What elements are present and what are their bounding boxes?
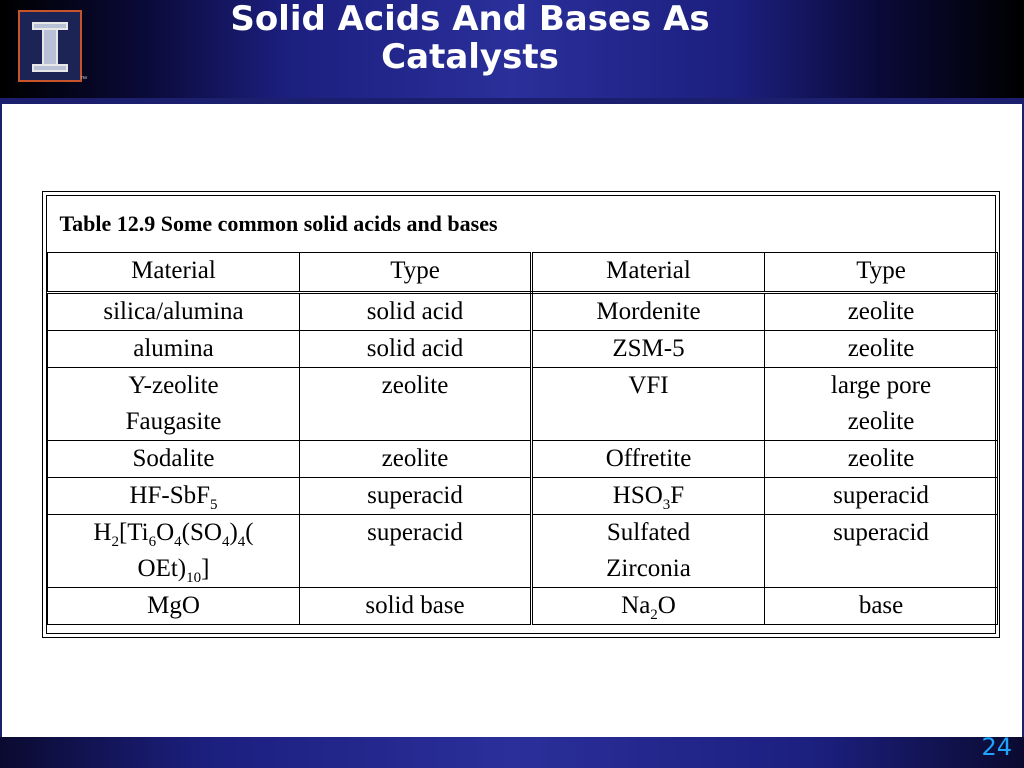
table-row bbox=[48, 588, 998, 625]
material-cell bbox=[48, 368, 300, 441]
material-line: Sulfated bbox=[606, 519, 691, 546]
header-material-1: Material bbox=[48, 253, 300, 293]
type-cell: zeolite bbox=[765, 293, 998, 331]
formula-part: Na bbox=[621, 592, 651, 619]
type-cell: superacid bbox=[300, 515, 532, 588]
type-cell: zeolite bbox=[765, 441, 998, 478]
type-cell: solid acid bbox=[300, 293, 532, 331]
material-line: Faugasite bbox=[125, 408, 222, 435]
material-cell: alumina bbox=[48, 331, 300, 368]
type-cell: zeolite bbox=[300, 368, 532, 441]
table-row bbox=[48, 478, 998, 515]
type-cell: superacid bbox=[765, 515, 998, 588]
formula-subscript: 4 bbox=[221, 534, 230, 550]
table-row bbox=[48, 331, 998, 368]
formula-subscript: 5 bbox=[210, 497, 218, 513]
page-number: 24 bbox=[981, 733, 1012, 761]
formula-part: O bbox=[657, 592, 676, 619]
formula-subscript: 4 bbox=[237, 534, 246, 550]
header-material-2: Material bbox=[532, 253, 765, 293]
material-cell bbox=[48, 515, 300, 588]
table-row bbox=[48, 368, 998, 441]
formula-part: HSO bbox=[612, 482, 663, 509]
material-cell bbox=[532, 478, 765, 515]
formula-subscript: 2 bbox=[111, 534, 119, 550]
header-type-1: Type bbox=[300, 253, 532, 293]
formula-subscript: 3 bbox=[662, 497, 671, 513]
formula-part: ) bbox=[229, 519, 238, 546]
block-i-icon bbox=[20, 12, 80, 80]
formula-subscript: 6 bbox=[148, 534, 157, 550]
formula-subscript: 2 bbox=[650, 607, 658, 623]
type-cell: zeolite bbox=[300, 441, 532, 478]
table-row bbox=[48, 293, 998, 331]
material-cell: ZSM-5 bbox=[532, 331, 765, 368]
table-inner-frame bbox=[46, 195, 996, 634]
formula-part: O bbox=[156, 519, 175, 546]
formula-part: F bbox=[670, 482, 685, 509]
material-line: Zirconia bbox=[606, 555, 691, 582]
formula-part: H bbox=[93, 519, 112, 546]
type-cell: solid base bbox=[300, 588, 532, 625]
formula-part: [Ti bbox=[118, 519, 149, 546]
type-cell bbox=[765, 368, 998, 441]
slide-title-line1: Solid Acids And Bases As bbox=[230, 0, 710, 39]
trademark-mark: ™ bbox=[80, 76, 87, 83]
formula-subscript: 10 bbox=[186, 570, 202, 586]
material-cell bbox=[48, 478, 300, 515]
formula-part: ] bbox=[201, 555, 210, 582]
left-border bbox=[0, 104, 2, 738]
material-line: Y-zeolite bbox=[128, 372, 219, 399]
type-line: zeolite bbox=[847, 408, 915, 435]
title-bar-rule bbox=[0, 98, 1024, 104]
formula-part: ( bbox=[245, 519, 254, 546]
type-line: large pore bbox=[830, 372, 932, 399]
type-cell: superacid bbox=[300, 478, 532, 515]
table-header-row bbox=[48, 253, 998, 293]
footer-bar bbox=[0, 737, 1024, 768]
material-cell: Sodalite bbox=[48, 441, 300, 478]
type-cell: solid acid bbox=[300, 331, 532, 368]
type-cell: base bbox=[765, 588, 998, 625]
university-logo bbox=[18, 10, 82, 82]
formula-part: HF-SbF bbox=[129, 482, 211, 509]
formula-part: (SO bbox=[181, 519, 222, 546]
table-caption: Table 12.9 Some common solid acids and bases bbox=[48, 196, 998, 253]
formula-subscript: 4 bbox=[174, 534, 182, 550]
table-frame bbox=[42, 191, 1000, 638]
slide-title-line2: Catalysts bbox=[381, 37, 559, 77]
material-cell: MgO bbox=[48, 588, 300, 625]
formula-line bbox=[52, 551, 295, 587]
type-cell: zeolite bbox=[765, 331, 998, 368]
material-cell bbox=[532, 515, 765, 588]
table-row bbox=[48, 515, 998, 588]
material-cell: silica/alumina bbox=[48, 293, 300, 331]
material-cell bbox=[532, 588, 765, 625]
type-cell: superacid bbox=[765, 478, 998, 515]
header-type-2: Type bbox=[765, 253, 998, 293]
table-row bbox=[48, 441, 998, 478]
material-cell: VFI bbox=[532, 368, 765, 441]
formula-part: OEt) bbox=[137, 555, 187, 582]
material-cell: Offretite bbox=[532, 441, 765, 478]
formula-line bbox=[52, 515, 295, 551]
solid-acids-bases-table bbox=[47, 196, 998, 625]
slide-title bbox=[150, 0, 790, 76]
material-cell: Mordenite bbox=[532, 293, 765, 331]
